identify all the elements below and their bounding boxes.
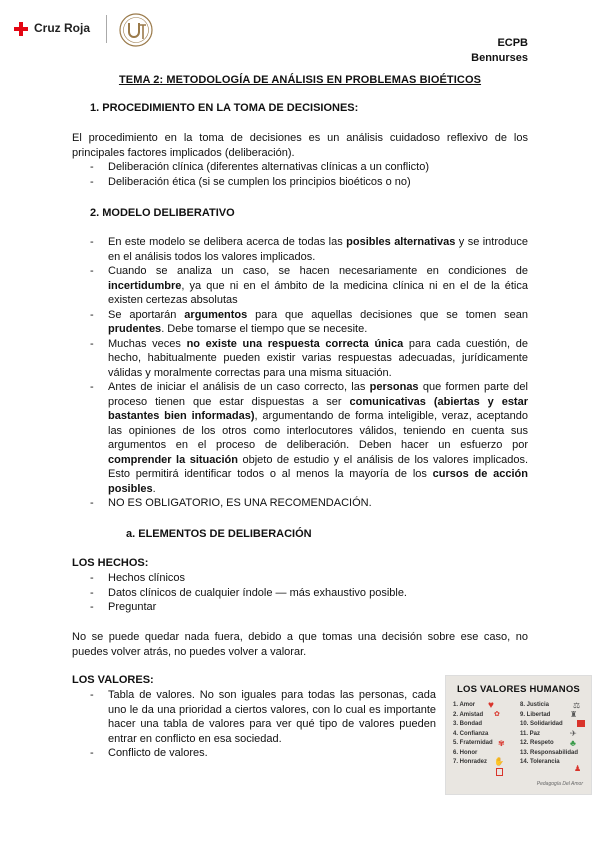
value-item: 4. Confianza [453,730,489,737]
divider [106,15,107,43]
page-title: TEMA 2: METODOLOGÍA DE ANÁLISIS EN PROBLEMAS BIOÉTICOS [118,74,482,86]
infographic-signature: Pedagogía Del Amor [536,780,583,787]
list-item: - En este modelo se delibera acerca de todas las posibles alternativas y se introduce en el análisis todos los valores implicados. [72,235,528,264]
list-item: - Tabla de valores. No son iguales para todas las personas, cada uno le da una prioridad a ciertos valores, con lo cual es importante hacer una tabla de valores para ver qué tipo de valores pueden entrar en conflicto en esa sociedad. [72,688,436,746]
paragraph: El procedimiento en la toma de decisiones es un análisis cuidadoso reflexivo de los principales factores implicados (deliberación). [72,132,528,159]
value-item: 3. Bondad [453,721,483,727]
value-item: 12. Respeto [520,740,554,746]
scales-icon: ⚖ [573,701,581,710]
bullet-list [72,688,436,761]
section-heading: 2. MODELO DELIBERATIVO [90,207,235,219]
hechos-heading: LOS HECHOS: [72,557,149,569]
value-item: 5. Fraternidad [453,740,493,746]
value-item: 13. Responsabilidad [520,749,579,756]
hands-icon: ✿ [494,711,500,718]
author-name: Bennurses [471,52,528,64]
value-item: 6. Honor [453,749,478,756]
list-item: - Datos clínicos de cualquier índole — más exhaustivo posible. [72,586,528,601]
value-item: 10. Solidaridad [520,721,563,727]
university-seal-icon [118,12,154,48]
list-item: - Deliberación ética (si se cumplen los principios bioéticos o no) [72,175,528,190]
frame-icon [496,768,503,776]
list-item: - NO ES OBLIGATORIO, ES UNA RECOMENDACIÓN. [72,496,528,511]
subsection-heading: a. ELEMENTOS DE DELIBERACIÓN [126,528,312,540]
tree-icon: ♣ [570,738,576,748]
section-heading: 1. PROCEDIMIENTO EN LA TOMA DE DECISIONES: [90,102,359,114]
list-item: - Antes de iniciar el análisis de un caso correcto, las personas que formen parte del proceso tienen que estar dispuestas a ser comunicativas (abiertas y estar bastantes bien informadas), argumentando de forma inteligible, veraz, aceptando las opiniones de los otros como interlocutores válidos, teniendo en cuenta sus argumentos en el proceso de deliberación. Deben hacer un esfuerzo por comprender la situación objeto de estudio y el análisis de los valores implicados. Esto permitirá identificar todos o al menos la mayoría de los cursos de acción posibles. [72,380,528,496]
figure-icon: ♟ [574,764,582,773]
value-item: 7. Honradez [453,759,488,765]
value-item: 8. Justicia [520,702,550,708]
paragraph: No se puede quedar nada fuera, debido a que tomas una decisión sobre ese caso, no puedes volver atrás, no puedes volver a valorar. [72,631,528,658]
statue-icon: ♜ [570,710,578,719]
dove-icon: ✈ [570,729,577,738]
valores-heading: LOS VALORES: [72,674,154,686]
value-item: 14. Tolerancia [520,759,560,765]
infographic-title: LOS VALORES HUMANOS [457,684,580,695]
list-item: - Deliberación clínica (diferentes alternativas clínicas a un conflicto) [72,160,528,175]
heart-icon: ♥ [488,700,494,711]
list-item: - Se aportarán argumentos para que aquellas decisiones que se tomen sean prudentes. Debe tomarse el tiempo que se necesite. [72,308,528,337]
list-item: - Muchas veces no existe una respuesta correcta única para cada cuestión, de hecho, habitualmente pueden existir varias respuestas adecuadas, jurídicamente válidas y moralmente correctas para una misma situación. [72,337,528,381]
list-item: - Cuando se analiza un caso, se hacen necesariamente en condiciones de incertidumbre, ya que ni en el ámbito de la medicina clínica ni en el de la ética existen certezas absolutas [72,264,528,308]
gift-icon [577,720,585,727]
infographic-left-column [453,701,493,768]
bullet-list [72,571,528,615]
list-item: - Hechos clínicos [72,571,528,586]
bullet-list [72,160,528,189]
valores-humanos-infographic [445,675,592,795]
value-item: 1. Amor [453,702,476,708]
value-item: 11. Paz [520,730,541,737]
value-item: 2. Amistad [453,711,484,718]
handshake-icon: ✋ [494,757,504,766]
list-item: - Preguntar [72,600,528,615]
course-code: ECPB [497,37,528,49]
flower-icon: ✾ [498,739,505,748]
bullet-list [72,235,528,511]
value-item: 9. Libertad [520,711,551,718]
org-name: Cruz Roja [34,21,91,35]
red-cross-icon [14,22,28,36]
list-item: - Conflicto de valores. [72,746,436,761]
